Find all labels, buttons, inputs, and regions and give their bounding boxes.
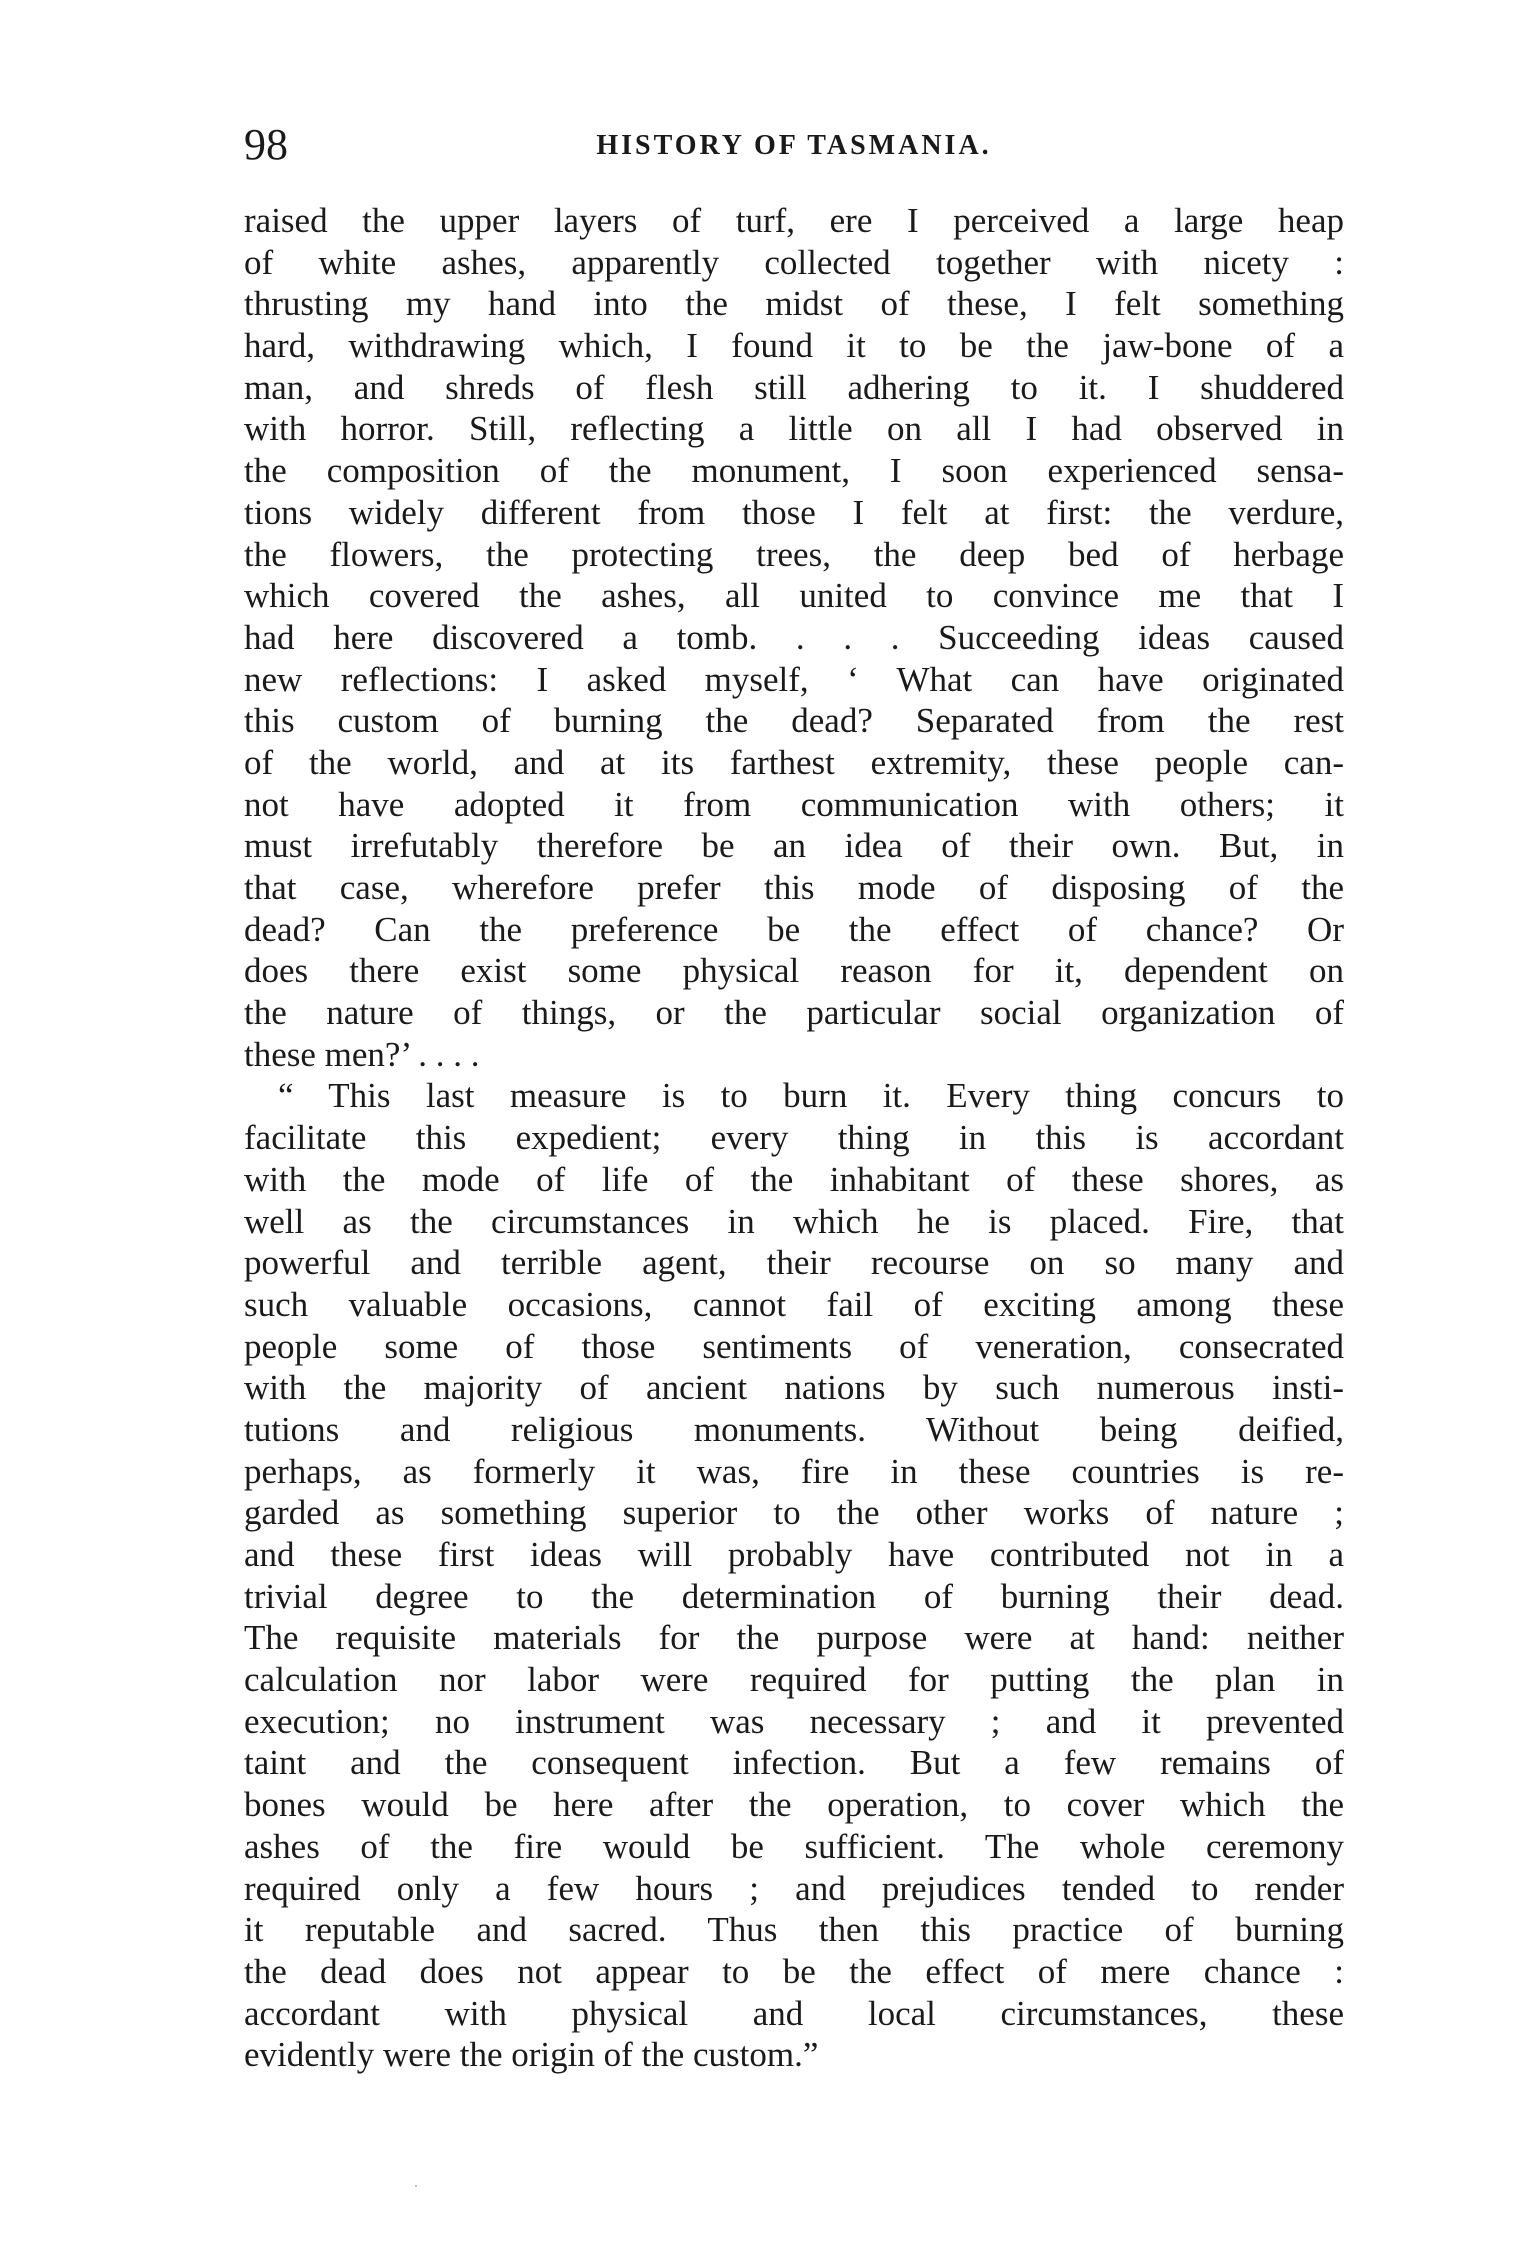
text-line: calculation nor labor were required for putting the plan in — [244, 1660, 1344, 1700]
text-line: with the majority of ancient nations by such numerous insti- — [244, 1368, 1344, 1408]
text-line: accordant with physical and local circumstances, these — [244, 1993, 1344, 2033]
text-line: it reputable and sacred. Thus then this practice of burning — [244, 1910, 1344, 1950]
text-line: had here discovered a tomb. . . . Succeeding ideas caused — [244, 617, 1344, 657]
text-line: taint and the consequent infection. But a few remains of — [244, 1743, 1344, 1783]
text-line: execution; no instrument was necessary ; and it prevented — [244, 1701, 1344, 1741]
text-line: thrusting my hand into the midst of these, I felt something — [244, 284, 1344, 324]
text-line: must irrefutably therefore be an idea of their own. But, in — [244, 826, 1344, 866]
text-line: perhaps, as formerly it was, fire in these countries is re- — [244, 1451, 1344, 1491]
text-line: ashes of the fire would be sufficient. The whole ceremony — [244, 1826, 1344, 1866]
text-line: with the mode of life of the inhabitant of these shores, as — [244, 1159, 1344, 1199]
text-line: such valuable occasions, cannot fail of exciting among these — [244, 1284, 1344, 1324]
text-line: of white ashes, apparently collected together with nicety : — [244, 242, 1344, 282]
text-line: well as the circumstances in which he is placed. Fire, that — [244, 1201, 1344, 1241]
text-line: trivial degree to the determination of burning their dead. — [244, 1576, 1344, 1616]
text-line: tutions and religious monuments. Without being deified, — [244, 1409, 1344, 1449]
text-line: powerful and terrible agent, their recourse on so many and — [244, 1243, 1344, 1283]
text-line: raised the upper layers of turf, ere I perceived a large heap — [244, 201, 1344, 240]
text-line: evidently were the origin of the custom.” — [244, 2035, 819, 2075]
text-line: required only a few hours ; and prejudices tended to render — [244, 1868, 1344, 1908]
text-line: garded as something superior to the other works of nature ; — [244, 1493, 1344, 1533]
text-line: hard, withdrawing which, I found it to be the jaw-bone of a — [244, 326, 1344, 366]
text-line: The requisite materials for the purpose were at hand: neither — [244, 1618, 1344, 1658]
text-line: people some of those sentiments of veneration, consecrated — [244, 1326, 1344, 1366]
text-line: of the world, and at its farthest extremity, these people can- — [244, 742, 1344, 782]
text-line: this custom of burning the dead? Separated from the rest — [244, 701, 1344, 741]
text-line: tions widely different from those I felt at first: the verdure, — [244, 492, 1344, 532]
running-head — [244, 120, 1344, 170]
text-line: new reflections: I asked myself, ‘ What can have originated — [244, 659, 1344, 699]
page-number: 98 — [244, 120, 288, 169]
running-title: HISTORY OF TASMANIA. — [596, 130, 992, 161]
paragraph-start-line: “ This last measure is to burn it. Every thing concurs to — [278, 1076, 1344, 1116]
text-line: the flowers, the protecting trees, the deep bed of herbage — [244, 534, 1344, 574]
text-line: and these first ideas will probably have contributed not in a — [244, 1535, 1344, 1574]
text-line: bones would be here after the operation, to cover which the — [244, 1785, 1344, 1825]
text-line: these men?’ . . . . — [244, 1034, 480, 1074]
text-line: facilitate this expedient; every thing in this is accordant — [244, 1118, 1344, 1158]
paper-speck — [415, 2185, 417, 2187]
text-line: the dead does not appear to be the effect of mere chance : — [244, 1951, 1344, 1991]
text-line: the nature of things, or the particular social organization of — [244, 993, 1344, 1033]
text-line: man, and shreds of flesh still adhering to it. I shuddered — [244, 367, 1344, 407]
text-line: not have adopted it from communication with others; it — [244, 784, 1344, 824]
text-line: the composition of the monument, I soon experienced sensa- — [244, 451, 1344, 491]
text-line: dead? Can the preference be the effect of chance? Or — [244, 909, 1344, 949]
text-line: does there exist some physical reason for it, dependent on — [244, 951, 1344, 991]
text-line: which covered the ashes, all united to convince me that I — [244, 576, 1344, 616]
text-line: with horror. Still, reflecting a little on all I had observed in — [244, 409, 1344, 449]
text-line: that case, wherefore prefer this mode of disposing of the — [244, 868, 1344, 907]
body-text — [244, 200, 1344, 2076]
